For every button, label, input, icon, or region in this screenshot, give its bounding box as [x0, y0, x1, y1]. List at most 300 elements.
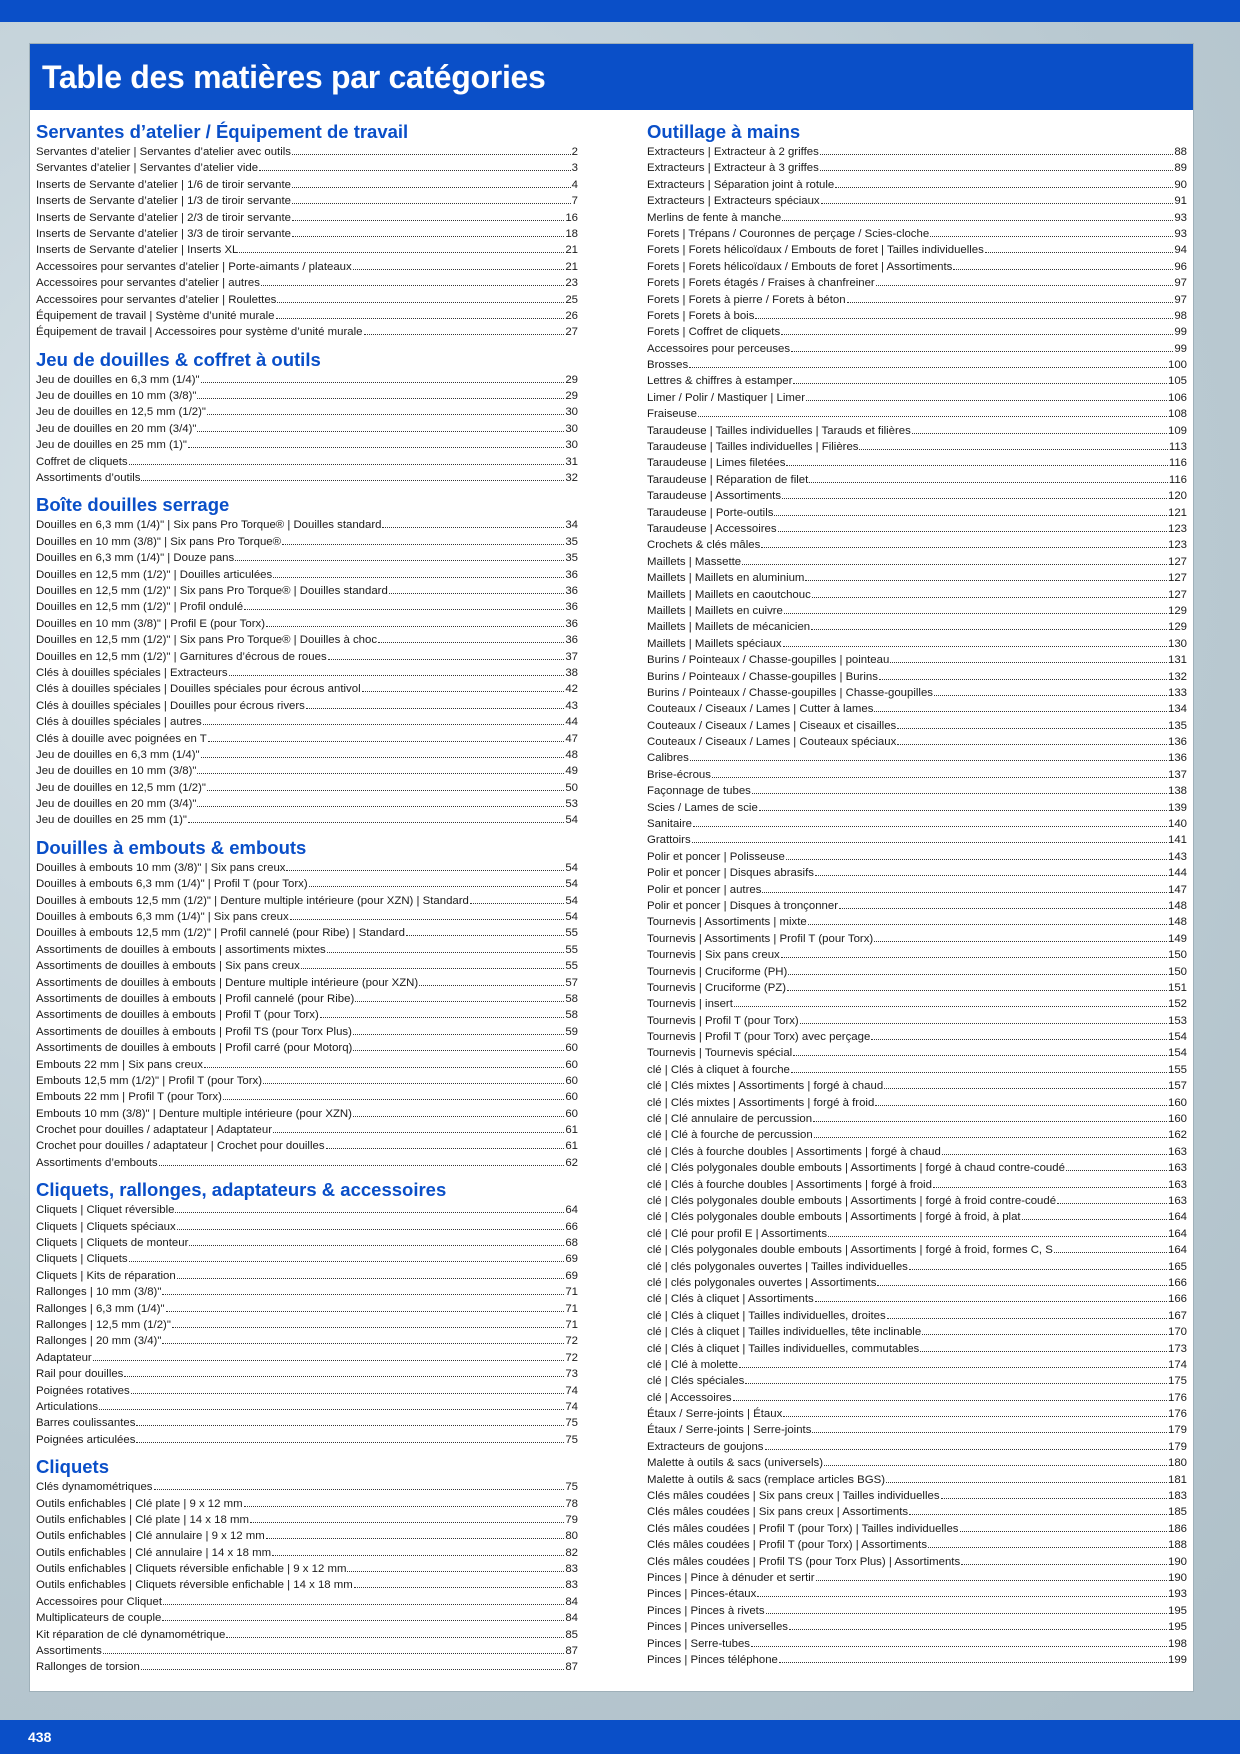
toc-entry [36, 925, 578, 941]
toc-entry [647, 1455, 1187, 1471]
entry-label: Lettres & chiffres à estamper [647, 375, 793, 388]
toc-entry [36, 210, 578, 226]
toc-entry [647, 1341, 1187, 1357]
entry-label: Assortiments [36, 1645, 102, 1658]
entry-page-number: 183 [1167, 1490, 1187, 1503]
dot-leader [282, 534, 564, 545]
toc-entry [647, 1308, 1187, 1324]
dot-leader [141, 470, 564, 481]
entry-label: Merlins de fente à manche [647, 211, 782, 224]
dot-leader [781, 947, 1167, 958]
entry-page-number: 99 [1174, 342, 1187, 355]
entry-page-number: 87 [565, 1661, 578, 1674]
entry-page-number: 130 [1167, 637, 1187, 650]
dot-leader [189, 1235, 564, 1246]
dot-leader [419, 975, 564, 986]
dot-leader [815, 865, 1167, 876]
toc-entry [647, 898, 1187, 914]
dot-leader [277, 292, 564, 303]
dot-leader [326, 1138, 565, 1149]
entry-label: Maillets | Maillets de mécanicien [647, 621, 811, 634]
entry-label: Douilles à embouts 6,3 mm (1/4)" | Six pans creux [36, 911, 289, 924]
entry-label: Barres coulissantes [36, 1417, 136, 1430]
entry-page-number: 54 [565, 861, 578, 874]
toc-entry [647, 996, 1187, 1012]
entry-label: Tournevis | insert [647, 998, 733, 1011]
entry-label: Polir et poncer | Disques abrasifs [647, 867, 814, 880]
toc-entry [647, 505, 1187, 521]
dot-leader [1022, 1209, 1167, 1220]
entry-page-number: 83 [565, 1579, 578, 1592]
entry-label: Rail pour douilles [36, 1368, 124, 1381]
entry-label: Tournevis | Profil T (pour Torx) avec perçage [647, 1031, 871, 1044]
toc-entry [36, 372, 578, 388]
dot-leader [276, 308, 565, 319]
entry-page-number: 93 [1174, 227, 1187, 240]
entry-label: Taraudeuse | Tailles individuelles | Filières [647, 441, 859, 454]
entry-page-number: 116 [1168, 457, 1187, 470]
dot-leader [815, 1291, 1167, 1302]
toc-entry [36, 1219, 578, 1235]
entry-page-number: 163 [1167, 1162, 1187, 1175]
entry-page-number: 164 [1167, 1227, 1187, 1240]
toc-entry [647, 292, 1187, 308]
entry-page-number: 132 [1167, 670, 1187, 683]
toc-entry [36, 1301, 578, 1317]
entry-label: Clés mâles coudées | Six pans creux | Tailles individuelles [647, 1490, 940, 1503]
dot-leader [201, 372, 565, 383]
dot-leader [154, 1479, 565, 1490]
entry-page-number: 195 [1167, 1621, 1187, 1634]
toc-entry [36, 942, 578, 958]
dot-leader [159, 1155, 565, 1166]
entry-label: Rallonges | 6,3 mm (1/4)" [36, 1302, 165, 1315]
entry-label: Jeu de douilles en 6,3 mm (1/4)" [36, 373, 200, 386]
entry-label: Accessoires pour Cliquet [36, 1595, 162, 1608]
dot-leader [203, 714, 565, 725]
entry-page-number: 31 [565, 455, 578, 468]
entry-page-number: 153 [1167, 1014, 1187, 1027]
dot-leader [805, 570, 1167, 581]
entry-page-number: 147 [1167, 883, 1187, 896]
entry-label: Limer / Polir / Mastiquer | Limer [647, 391, 806, 404]
dot-leader [809, 472, 1168, 483]
page-title: Table des matières par catégories [42, 59, 546, 95]
entry-page-number: 155 [1167, 1063, 1187, 1076]
entry-page-number: 54 [565, 911, 578, 924]
entry-page-number: 135 [1167, 719, 1187, 732]
entry-label: Outils enfichables | Cliquets réversible enfichable | 9 x 12 mm [36, 1563, 347, 1576]
dot-leader [162, 1333, 564, 1344]
toc-entry [647, 750, 1187, 766]
entry-page-number: 134 [1167, 703, 1187, 716]
toc-entry [647, 1029, 1187, 1045]
entry-page-number: 72 [565, 1335, 578, 1348]
dot-leader [201, 747, 565, 758]
entry-label: Outils enfichables | Cliquets réversible enfichable | 14 x 18 mm [36, 1579, 353, 1592]
dot-leader [874, 931, 1167, 942]
dot-leader [163, 1594, 564, 1605]
dot-leader [742, 554, 1167, 565]
dot-leader [759, 800, 1167, 811]
dot-leader [762, 882, 1167, 893]
toc-entry [36, 1432, 578, 1448]
entry-page-number: 60 [565, 1091, 578, 1104]
entry-label: Forets | Coffret de cliquets [647, 326, 781, 339]
entry-label: Forets | Forets à bois [647, 309, 755, 322]
dot-leader [306, 698, 564, 709]
toc-entry [36, 1024, 578, 1040]
entry-page-number: 97 [1174, 293, 1187, 306]
dot-leader [874, 701, 1167, 712]
dot-leader [786, 849, 1167, 860]
entry-page-number: 186 [1167, 1522, 1187, 1535]
toc-entry [647, 1488, 1187, 1504]
entry-label: clé | Clé annulaire de percussion [647, 1113, 813, 1126]
toc-entry [36, 1577, 578, 1593]
dot-leader [226, 1627, 564, 1638]
dot-leader [824, 1455, 1167, 1466]
dot-leader [273, 1122, 564, 1133]
toc-entry [647, 423, 1187, 439]
entry-page-number: 75 [565, 1433, 578, 1446]
entry-label: Coffret de cliquets [36, 455, 128, 468]
dot-leader [871, 1029, 1167, 1040]
section-title: Cliquets, rallonges, adaptateurs & accessoires [36, 1179, 447, 1201]
dot-leader [223, 1089, 564, 1100]
dot-leader [875, 1095, 1167, 1106]
toc-entry [647, 1259, 1187, 1275]
entry-page-number: 89 [1174, 162, 1187, 175]
toc-section [36, 120, 578, 341]
entry-label: Pinces | Pince à dénuder et sertir [647, 1571, 815, 1584]
toc-entry [36, 1268, 578, 1284]
toc-entry [647, 1160, 1187, 1176]
dot-leader [353, 1040, 564, 1051]
entry-page-number: 163 [1167, 1195, 1187, 1207]
toc-entry [36, 275, 578, 291]
entry-page-number: 141 [1167, 834, 1187, 847]
entry-label: Couteaux / Ciseaux / Lames | Cutter à lames [647, 703, 874, 716]
entry-label: Outils enfichables | Clé annulaire | 14 x 18 mm [36, 1546, 272, 1559]
entry-page-number: 36 [565, 584, 578, 597]
entry-label: Tournevis | Six pans creux [647, 949, 780, 962]
entry-label: Crochets & clés mâles [647, 539, 761, 552]
entry-page-number: 58 [565, 1009, 578, 1022]
dot-leader [259, 160, 571, 171]
entry-label: Équipement de travail | Accessoires pour système d’unité murale [36, 326, 363, 339]
entry-label: Grattoirs [647, 834, 691, 847]
entry-label: clé | Clés polygonales double embouts | Assortiments | forgé à chaud contre-coudé [647, 1162, 1065, 1175]
dot-leader [354, 1577, 565, 1588]
entry-page-number: 16 [565, 211, 578, 224]
toc-entry [647, 636, 1187, 652]
entry-label: Jeu de douilles en 25 mm (1)" [36, 814, 187, 827]
toc-entry [36, 1106, 578, 1122]
dot-leader [320, 1007, 565, 1018]
entry-page-number: 106 [1167, 391, 1187, 404]
toc-entry [36, 437, 578, 453]
title-banner [30, 44, 1193, 110]
dot-leader [733, 1390, 1167, 1401]
entry-page-number: 72 [565, 1351, 578, 1364]
dot-leader [389, 583, 565, 594]
toc-section [36, 1448, 578, 1676]
entry-label: Crochet pour douilles / adaptateur | Adaptateur [36, 1124, 272, 1137]
dot-leader [839, 898, 1167, 909]
toc-entry [647, 1652, 1187, 1668]
entry-page-number: 109 [1167, 424, 1187, 437]
dot-leader [909, 1259, 1167, 1270]
entry-label: Brise-écrous [647, 768, 711, 781]
dot-leader [789, 1619, 1167, 1630]
toc-entry [36, 812, 578, 828]
toc-column-right [647, 120, 1187, 1668]
toc-entry [36, 958, 578, 974]
dot-leader [197, 388, 564, 399]
toc-entry [647, 1127, 1187, 1143]
entry-label: Scies / Lames de scie [647, 801, 758, 814]
entry-label: Burins / Pointeaux / Chasse-goupilles | pointeau [647, 654, 890, 667]
dot-leader [355, 991, 564, 1002]
entry-label: Pinces | Pinces-étaux [647, 1588, 757, 1601]
toc-entry [647, 1193, 1187, 1209]
toc-entry [647, 931, 1187, 947]
entry-label: Pinces | Serre-tubes [647, 1637, 750, 1650]
entry-label: Jeu de douilles en 12,5 mm (1/2)" [36, 406, 206, 419]
toc-entry [36, 796, 578, 812]
dot-leader [188, 812, 564, 823]
toc-entry [647, 865, 1187, 881]
entry-page-number: 49 [565, 765, 578, 778]
entry-page-number: 26 [565, 309, 578, 322]
dot-leader [204, 1057, 564, 1068]
dot-leader [765, 1439, 1167, 1450]
entry-page-number: 100 [1167, 359, 1187, 372]
entry-page-number: 96 [1174, 260, 1187, 273]
entry-label: clé | Clé à fourche de percussion [647, 1129, 813, 1142]
entry-label: Douilles en 10 mm (3/8)" | Profil E (pour Torx) [36, 617, 265, 630]
page-number: 438 [28, 1729, 52, 1745]
entry-page-number: 129 [1167, 604, 1187, 617]
entry-label: Forets | Trépans / Couronnes de perçage / Scies-cloche [647, 227, 930, 240]
entry-page-number: 23 [565, 277, 578, 290]
entry-page-number: 150 [1167, 949, 1187, 962]
toc-entry [36, 1383, 578, 1399]
toc-entry [647, 980, 1187, 996]
dot-leader [166, 1301, 565, 1312]
entry-page-number: 59 [565, 1025, 578, 1038]
dot-leader [820, 144, 1174, 155]
entry-label: Burins / Pointeaux / Chasse-goupilles | Chasse-goupilles [647, 686, 933, 699]
entry-label: Étaux / Serre-joints | Étaux [647, 1408, 783, 1421]
dot-leader [793, 373, 1167, 384]
bottom-bar [0, 1720, 1240, 1754]
toc-entry [647, 947, 1187, 963]
entry-label: Taraudeuse | Réparation de filet [647, 473, 809, 486]
toc-entry [36, 421, 578, 437]
toc-entry [36, 1155, 578, 1171]
toc-entry [647, 816, 1187, 832]
dot-leader [266, 616, 564, 627]
entry-label: Jeu de douilles en 20 mm (3/4)" [36, 798, 197, 811]
dot-leader [382, 517, 564, 528]
toc-entry [36, 698, 578, 714]
entry-page-number: 140 [1167, 818, 1187, 831]
entry-label: Tournevis | Cruciforme (PH) [647, 965, 788, 978]
entry-page-number: 29 [565, 390, 578, 403]
entry-page-number: 74 [565, 1384, 578, 1397]
toc-entry [36, 649, 578, 665]
toc-entry [36, 567, 578, 583]
dot-leader [261, 275, 564, 286]
entry-page-number: 136 [1167, 752, 1187, 765]
dot-leader [886, 1472, 1167, 1483]
toc-entry [647, 1357, 1187, 1373]
toc-entry [36, 534, 578, 550]
toc-entry [647, 849, 1187, 865]
entry-page-number: 80 [565, 1530, 578, 1543]
entry-page-number: 143 [1167, 850, 1187, 863]
entry-label: Brosses [647, 359, 689, 372]
entry-label: Articulations [36, 1400, 99, 1413]
toc-entry [36, 1007, 578, 1023]
toc-entry [36, 1528, 578, 1544]
dot-leader [207, 404, 564, 415]
entry-page-number: 71 [565, 1319, 578, 1331]
toc-entry [36, 292, 578, 308]
toc-entry [36, 1659, 578, 1675]
entry-label: Taraudeuse | Tailles individuelles | Tarauds et filières [647, 424, 911, 437]
entry-page-number: 154 [1167, 1047, 1187, 1060]
entry-page-number: 174 [1167, 1358, 1187, 1371]
entry-page-number: 151 [1167, 981, 1187, 994]
toc-entry [36, 1333, 578, 1349]
entry-label: Rallonges | 20 mm (3/4)" [36, 1335, 162, 1348]
toc-entry [647, 652, 1187, 668]
entry-label: Maillets | Maillets en cuivre [647, 604, 783, 617]
toc-entry [647, 1586, 1187, 1602]
dot-leader [177, 1268, 565, 1279]
entry-page-number: 50 [565, 781, 578, 794]
toc-section [36, 486, 578, 828]
dot-leader [309, 876, 565, 887]
entry-page-number: 90 [1174, 178, 1187, 191]
entry-page-number: 85 [565, 1628, 578, 1641]
entry-page-number: 61 [565, 1124, 578, 1137]
toc-entry [647, 1111, 1187, 1127]
entry-page-number: 164 [1167, 1211, 1187, 1224]
entry-page-number: 53 [565, 798, 578, 811]
toc-entry [36, 599, 578, 615]
dot-leader [739, 1357, 1167, 1368]
entry-label: Poignées rotatives [36, 1384, 130, 1397]
entry-label: Calibres [647, 752, 689, 765]
toc-entry [36, 404, 578, 420]
dot-leader [208, 731, 565, 742]
dot-leader [934, 685, 1167, 696]
toc-entry [647, 537, 1187, 553]
toc-entry [647, 308, 1187, 324]
entry-label: Couteaux / Ciseaux / Lames | Couteaux spéciaux [647, 736, 897, 749]
dot-leader [985, 242, 1173, 253]
toc-entry [647, 472, 1187, 488]
toc-entry [36, 780, 578, 796]
entry-label: Poignées articulées [36, 1433, 136, 1446]
dot-leader [835, 177, 1173, 188]
toc-entry [647, 767, 1187, 783]
entry-label: Maillets | Maillets spéciaux [647, 637, 782, 650]
section-title: Servantes d’atelier / Équipement de travail [36, 121, 409, 142]
dot-leader [961, 1554, 1167, 1565]
dot-leader [788, 964, 1167, 975]
entry-page-number: 44 [565, 716, 578, 729]
dot-leader [912, 423, 1167, 434]
toc-entry [647, 1078, 1187, 1094]
entry-page-number: 181 [1167, 1473, 1187, 1486]
toc-entry [647, 210, 1187, 226]
entry-label: Clés mâles coudées | Profil TS (pour Torx Plus) | Assortiments [647, 1555, 961, 1568]
dot-leader [960, 1521, 1167, 1532]
toc-entry [647, 193, 1187, 209]
entry-label: Extracteurs de goujons [647, 1440, 764, 1453]
dot-leader [828, 1226, 1167, 1237]
dot-leader [787, 980, 1167, 991]
toc-section [36, 341, 578, 487]
entry-page-number: 73 [565, 1368, 578, 1381]
dot-leader [353, 1024, 564, 1035]
entry-page-number: 35 [565, 535, 578, 548]
entry-page-number: 166 [1167, 1293, 1187, 1306]
entry-page-number: 61 [565, 1140, 578, 1153]
toc-entry [647, 701, 1187, 717]
toc-entry [36, 583, 578, 599]
entry-page-number: 30 [565, 439, 578, 452]
toc-entry [647, 734, 1187, 750]
dot-leader [292, 226, 564, 237]
toc-entry [647, 570, 1187, 586]
entry-label: Jeu de douilles en 25 mm (1)" [36, 439, 187, 452]
dot-leader [784, 603, 1167, 614]
toc-entry [36, 1643, 578, 1659]
entry-page-number: 108 [1167, 408, 1187, 421]
entry-page-number: 4 [571, 178, 578, 191]
toc-entry [647, 406, 1187, 422]
dot-leader [1066, 1160, 1167, 1171]
toc-entry [36, 1610, 578, 1626]
dot-leader [286, 860, 564, 871]
dot-leader [239, 242, 564, 253]
entry-label: Accessoires pour servantes d’atelier | autres [36, 277, 260, 290]
entry-label: Servantes d’atelier | Servantes d’atelier vide [36, 162, 259, 175]
dot-leader [172, 1317, 564, 1328]
toc-panel [29, 43, 1194, 1692]
toc-entry [36, 1350, 578, 1366]
entry-label: Douilles en 12,5 mm (1/2)" | Garnitures d’écrous de roues [36, 650, 327, 663]
entry-page-number: 175 [1167, 1375, 1187, 1388]
toc-entry [36, 1561, 578, 1577]
entry-label: Clés mâles coudées | Six pans creux | Assortiments [647, 1506, 909, 1519]
entry-page-number: 138 [1167, 785, 1187, 798]
entry-page-number: 190 [1167, 1555, 1187, 1568]
toc-entry [647, 1504, 1187, 1520]
entry-label: clé | Clé à molette [647, 1358, 738, 1371]
toc-entry [647, 914, 1187, 930]
entry-page-number: 165 [1167, 1260, 1187, 1273]
toc-entry [36, 177, 578, 193]
entry-page-number: 48 [565, 748, 578, 761]
entry-label: Douilles en 12,5 mm (1/2)" | Profil ondulé [36, 601, 244, 614]
